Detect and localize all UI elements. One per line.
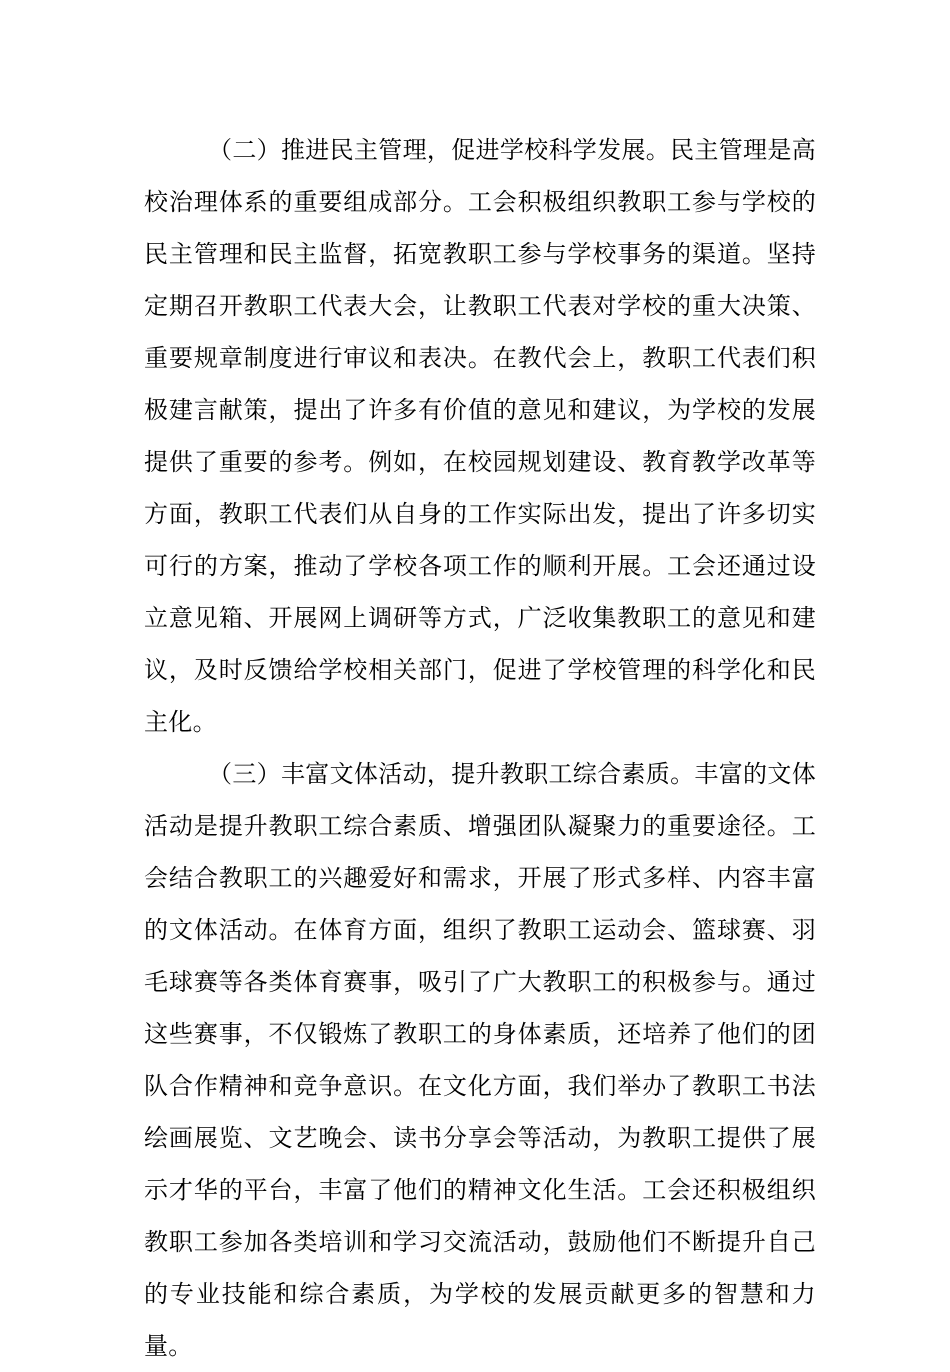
paragraph-democratic-management: （二）推进民主管理，促进学校科学发展。民主管理是高校治理体系的重要组成部分。工会积极组织教职工参与学校的民主管理和民主监督，拓宽教职工参与学校事务的渠道。坚持定期召开教职工代表大会，让教职工代表对学校的重大决策、重要规章制度进行审议和表决。在教代会上，教职工代表们积极建言献策，提出了许多有价值的意见和建议，为学校的发展提供了重要的参考。例如，在校园规划建设、教育教学改革等方面，教职工代表们从自身的工作实际出发，提出了许多切实可行的方案，推动了学校各项工作的顺利开展。工会还通过设立意见箱、开展网上调研等方式，广泛收集教职工的意见和建议，及时反馈给学校相关部门，促进了学校管理的科学化和民主化。 — [144, 136, 816, 736]
paragraph-cultural-activities: （三）丰富文体活动，提升教职工综合素质。丰富的文体活动是提升教职工综合素质、增强团队凝聚力的重要途径。工会结合教职工的兴趣爱好和需求，开展了形式多样、内容丰富的文体活动。在体育方面，组织了教职工运动会、篮球赛、羽毛球赛等各类体育赛事，吸引了广大教职工的积极参与。通过这些赛事，不仅锻炼了教职工的身体素质，还培养了他们的团队合作精神和竞争意识。在文化方面，我们举办了教职工书法绘画展览、文艺晚会、读书分享会等活动，为教职工提供了展示才华的平台，丰富了他们的精神文化生活。工会还积极组织教职工参加各类培训和学习交流活动，鼓励他们不断提升自己的专业技能和综合素质，为学校的发展贡献更多的智慧和力量。 — [144, 760, 816, 1360]
document-body — [144, 124, 816, 1372]
